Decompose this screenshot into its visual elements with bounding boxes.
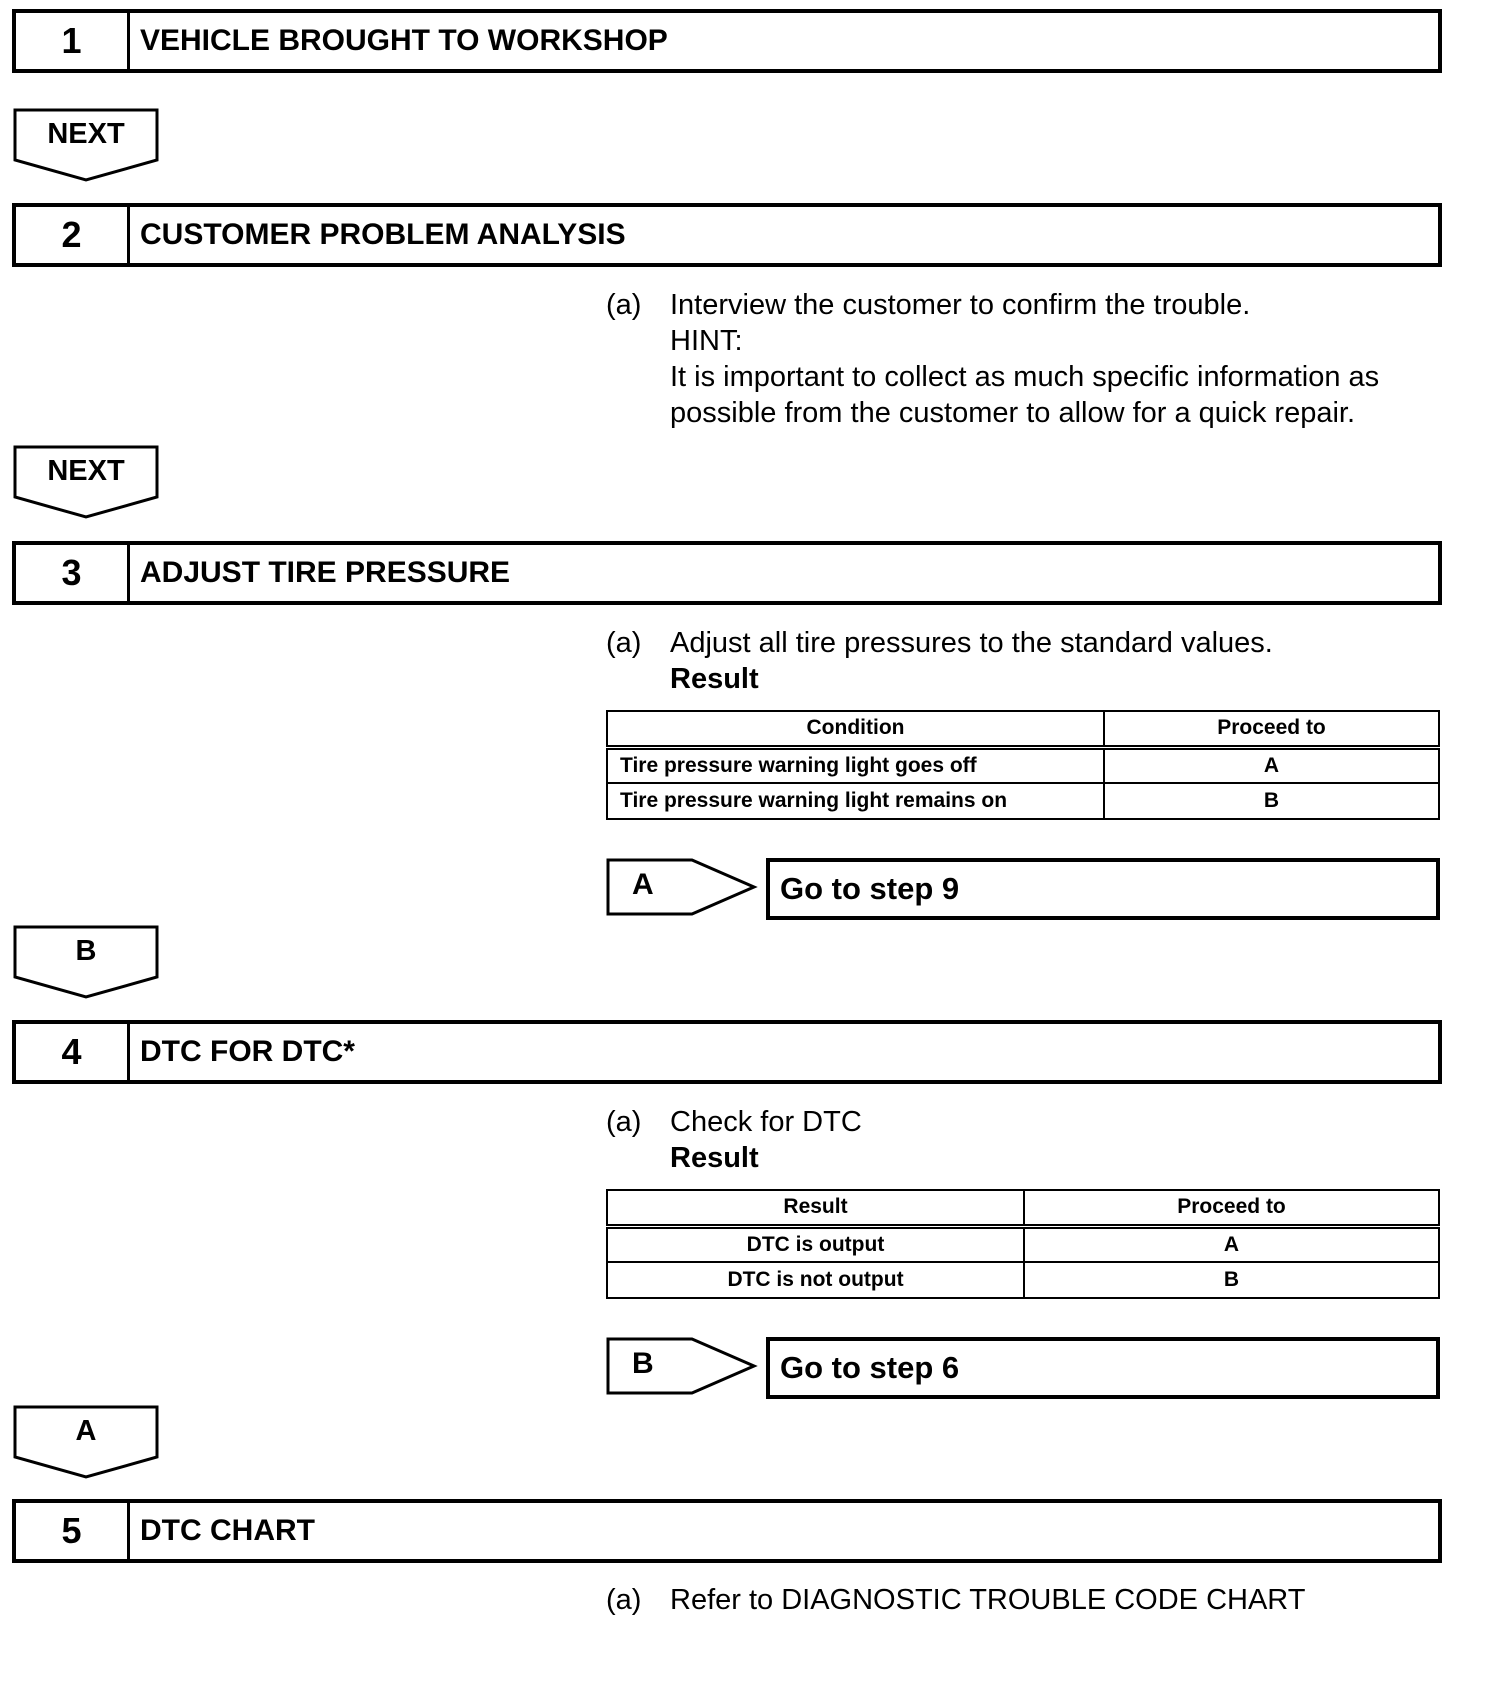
step-number: 4	[16, 1024, 130, 1080]
item-label: (a)	[606, 289, 642, 321]
item-label: (a)	[606, 1584, 642, 1616]
step-3-result-table	[606, 710, 1440, 820]
table-cell: A	[1104, 747, 1439, 783]
table-cell: A	[1024, 1226, 1439, 1262]
next-connector-2	[13, 445, 159, 519]
step-number: 5	[16, 1503, 130, 1559]
step-2-header	[12, 203, 1442, 267]
next-connector-4	[13, 1405, 159, 1479]
step-title: CUSTOMER PROBLEM ANALYSIS	[140, 218, 626, 251]
table-row	[607, 1226, 1439, 1262]
step-5-header	[12, 1499, 1442, 1563]
go-to-step-box: Go to step 6	[766, 1337, 1440, 1399]
column-header: Condition	[607, 711, 1104, 747]
column-header: Proceed to	[1024, 1190, 1439, 1226]
branch-label: B	[632, 1347, 654, 1380]
connector-label: NEXT	[47, 118, 125, 150]
hint-label: HINT:	[670, 325, 743, 357]
step-3-header	[12, 541, 1442, 605]
go-to-step-box: Go to step 9	[766, 858, 1440, 920]
item-label: (a)	[606, 627, 642, 659]
column-header: Result	[607, 1190, 1024, 1226]
step-number: 1	[16, 13, 130, 69]
next-connector-1	[13, 108, 159, 182]
step-3-branch	[606, 858, 1440, 920]
item-label: (a)	[606, 1106, 642, 1138]
instruction-text: Refer to DIAGNOSTIC TROUBLE CODE CHART	[670, 1584, 1306, 1616]
instruction-text: Check for DTC	[670, 1106, 862, 1138]
table-cell: DTC is output	[607, 1226, 1024, 1262]
step-4-header	[12, 1020, 1442, 1084]
table-cell: B	[1024, 1262, 1439, 1298]
connector-label: A	[75, 1415, 97, 1447]
step-title: DTC FOR DTC*	[140, 1035, 355, 1068]
table-cell: Tire pressure warning light remains on	[607, 783, 1104, 819]
table-cell: DTC is not output	[607, 1262, 1024, 1298]
connector-label: B	[75, 935, 97, 967]
instruction-text: Interview the customer to confirm the trouble.	[670, 289, 1251, 321]
branch-label: A	[632, 868, 654, 901]
step-1-header	[12, 9, 1442, 73]
connector-label: NEXT	[47, 455, 125, 487]
step-number: 2	[16, 207, 130, 263]
step-number: 3	[16, 545, 130, 601]
column-header: Proceed to	[1104, 711, 1439, 747]
right-arrow-icon	[606, 858, 762, 920]
table-row	[607, 1262, 1439, 1298]
table-cell: Tire pressure warning light goes off	[607, 747, 1104, 783]
step-title: DTC CHART	[140, 1514, 315, 1547]
result-heading: Result	[670, 1142, 759, 1174]
step-4-branch	[606, 1337, 1440, 1399]
table-cell: B	[1104, 783, 1439, 819]
table-row	[607, 783, 1439, 819]
right-arrow-icon	[606, 1337, 762, 1399]
table-header-row	[607, 1190, 1439, 1226]
step-4-result-table	[606, 1189, 1440, 1299]
hint-text-line-2: possible from the customer to allow for a quick repair.	[670, 397, 1356, 429]
next-connector-3	[13, 925, 159, 999]
table-row	[607, 747, 1439, 783]
step-title: VEHICLE BROUGHT TO WORKSHOP	[140, 24, 668, 57]
step-title: ADJUST TIRE PRESSURE	[140, 556, 511, 589]
hint-text-line-1: It is important to collect as much specific information as	[670, 361, 1380, 393]
result-heading: Result	[670, 663, 759, 695]
instruction-text: Adjust all tire pressures to the standard values.	[670, 627, 1273, 659]
table-header-row	[607, 711, 1439, 747]
